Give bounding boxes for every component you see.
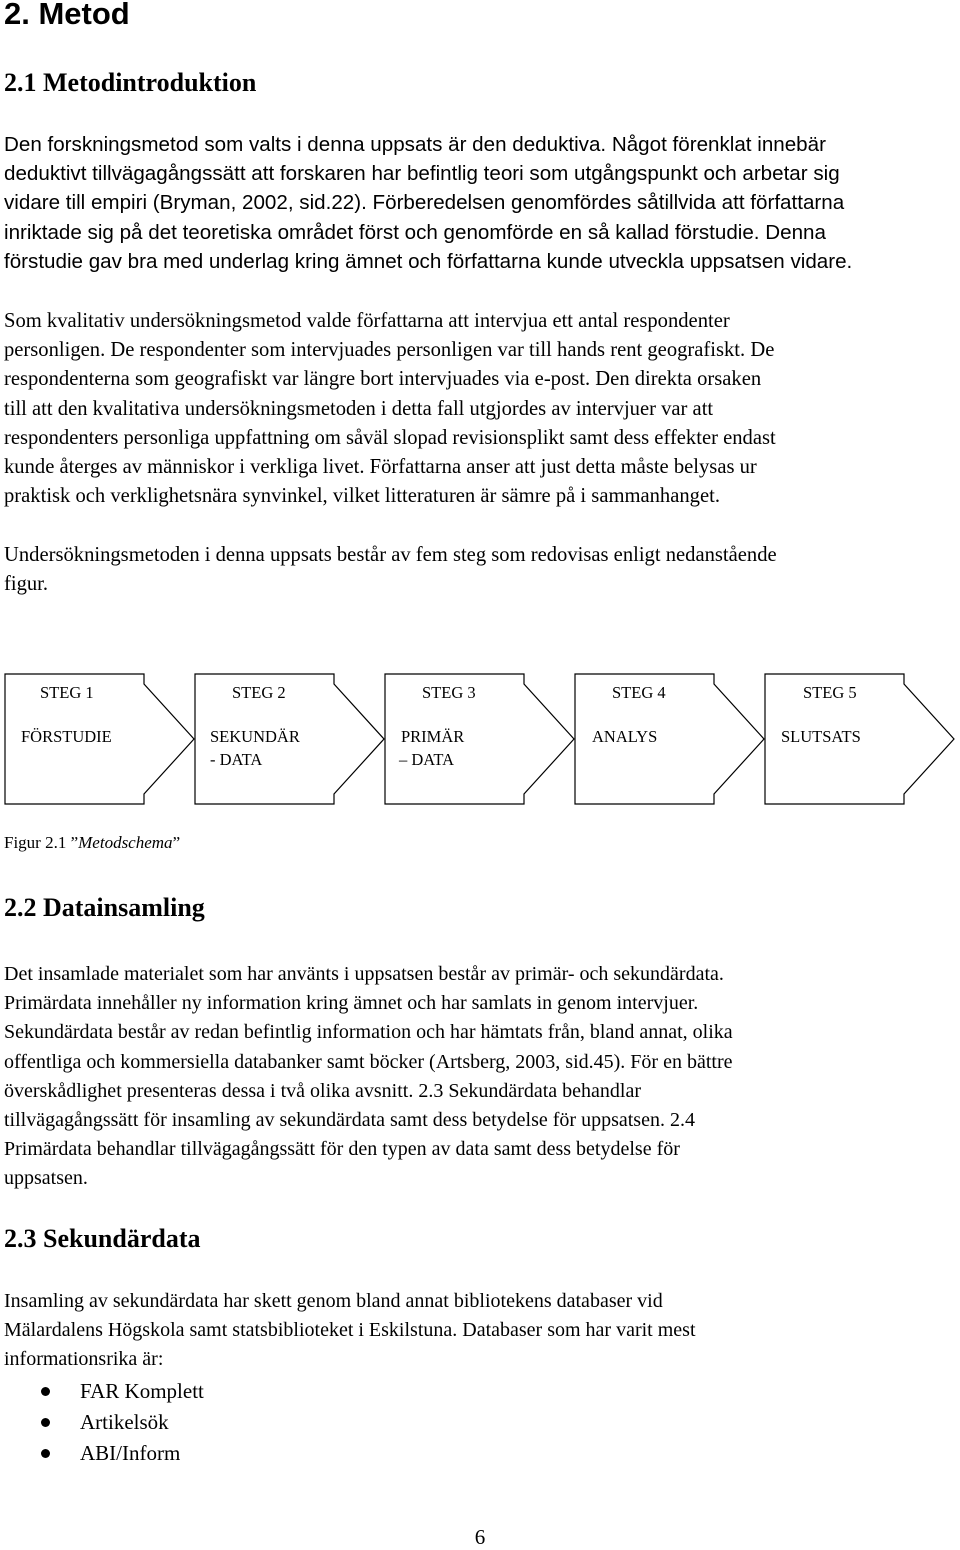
text-line: till att den kvalitativa undersökningsmetoden i detta fall utgjordes av intervjuer var att	[4, 397, 714, 420]
text-line: Primärdata innehåller ny information kring ämnet och har samlats in genom intervjuer.	[4, 992, 699, 1015]
text-line: uppsatsen.	[4, 1167, 88, 1190]
caption-prefix: Figur 2.1 ”	[4, 833, 79, 852]
text-line: Primärdata behandlar tillvägagångssätt för den typen av data samt dess betydelse för	[4, 1138, 680, 1161]
method-flow-diagram	[0, 668, 960, 810]
text-line: offentliga och kommersiella databanker samt böcker (Artsberg, 2003, sid.45). För en bättre	[4, 1050, 733, 1073]
step-box-2	[195, 674, 384, 804]
text-line: inriktade sig på det teoretiska området först och genomförde en så kallad förstudie. Denna	[4, 220, 826, 244]
step-name: PRIMÄR	[401, 727, 465, 746]
bullet-icon	[41, 1387, 50, 1396]
bullet-icon	[41, 1418, 50, 1427]
text-line: Det insamlade materialet som har använts i uppsatsen består av primär- och sekundärdata.	[4, 963, 724, 985]
step-label: STEG 3	[422, 683, 476, 702]
caption-title: Metodschema	[78, 833, 173, 852]
caption-suffix: ”	[172, 833, 181, 852]
text-line: respondenters personliga uppfattning om såväl slopad revisionsplikt samt dess effekter endast	[4, 426, 776, 449]
paragraph-figure-intro	[4, 541, 959, 599]
text-line: vidare till empiri (Bryman, 2002, sid.22). Förberedelsen genomfördes såtillvida att författarna	[4, 191, 845, 215]
bullet-icon	[41, 1449, 50, 1458]
step-label: STEG 2	[232, 683, 286, 702]
text-line: Som kvalitativ undersökningsmetod valde författarna att intervjua ett antal respondenter	[4, 310, 730, 332]
text-line: kunde återges av människor i verkliga livet. Författarna anser att just detta måste belysas ur	[4, 456, 757, 479]
step-box-5	[765, 674, 954, 804]
text-line: Insamling av sekundärdata har skett genom bland annat bibliotekens databaser vid	[4, 1290, 663, 1312]
step-name: - DATA	[210, 750, 263, 769]
section-heading-2-3: 2.3 Sekundärdata	[4, 1224, 201, 1253]
paragraph-data-collection	[4, 960, 959, 1194]
text-line: Den forskningsmetod som valts i denna uppsats är den deduktiva. Något förenklat innebär	[4, 133, 826, 156]
step-label: STEG 5	[803, 683, 857, 702]
step-name: ANALYS	[592, 727, 658, 746]
step-label: STEG 4	[612, 683, 666, 702]
page-number: 6	[474, 1525, 486, 1549]
figure-caption	[4, 833, 180, 853]
text-line: deduktivt tillvägagångssätt att forskaren har befintlig teori som utgångspunkt och arbetar sig	[4, 162, 840, 186]
chapter-heading: 2. Metod	[4, 0, 130, 31]
step-name: SLUTSATS	[781, 727, 861, 746]
paragraph-method-intro	[4, 130, 959, 276]
text-line: informationsrika är:	[4, 1348, 164, 1371]
text-line: praktisk och verklighetsnära synvinkel, vilket litteraturen är sämre på i sammanhanget.	[4, 485, 720, 508]
text-line: figur.	[4, 573, 49, 596]
text-line: förstudie gav bra med underlag kring ämnet och författarna kunde utveckla uppsatsen vidare.	[4, 249, 853, 273]
paragraph-secondary-data	[4, 1287, 959, 1375]
step-name: – DATA	[399, 750, 455, 769]
section-heading-2-1: 2.1 Metodintroduktion	[4, 68, 257, 97]
text-line: respondenterna som geografiskt var längre bort intervjuades via e-post. Den direkta orsaken	[4, 368, 762, 391]
step-label: STEG 1	[40, 683, 94, 702]
section-heading-2-2: 2.2 Datainsamling	[4, 893, 205, 922]
list-item-text: FAR Komplett	[80, 1379, 204, 1403]
paragraph-qualitative-method	[4, 307, 959, 511]
step-name: FÖRSTUDIE	[21, 727, 112, 746]
text-line: tillvägagångssätt för insamling av sekundärdata samt dess betydelse för uppsatsen. 2.4	[4, 1109, 695, 1132]
step-name: SEKUNDÄR	[210, 727, 300, 746]
text-line: Undersökningsmetoden i denna uppsats består av fem steg som redovisas enligt nedanstående	[4, 544, 777, 566]
text-line: överskådlighet presenteras dessa i två olika avsnitt. 2.3 Sekundärdata behandlar	[4, 1079, 642, 1102]
text-line: Sekundärdata består av redan befintlig information och har hämtats från, bland annat, olika	[4, 1021, 733, 1044]
text-line: personligen. De respondenter som intervjuades personligen var till hands rent geografiskt. De	[4, 339, 775, 362]
text-line: Mälardalens Högskola samt statsbiblioteket i Eskilstuna. Databaser som har varit mest	[4, 1319, 696, 1342]
step-box-3	[385, 674, 574, 804]
list-item-text: ABI/Inform	[80, 1441, 181, 1465]
list-item-text: Artikelsök	[80, 1410, 169, 1434]
step-box-1	[5, 674, 194, 804]
step-box-4	[575, 674, 764, 804]
